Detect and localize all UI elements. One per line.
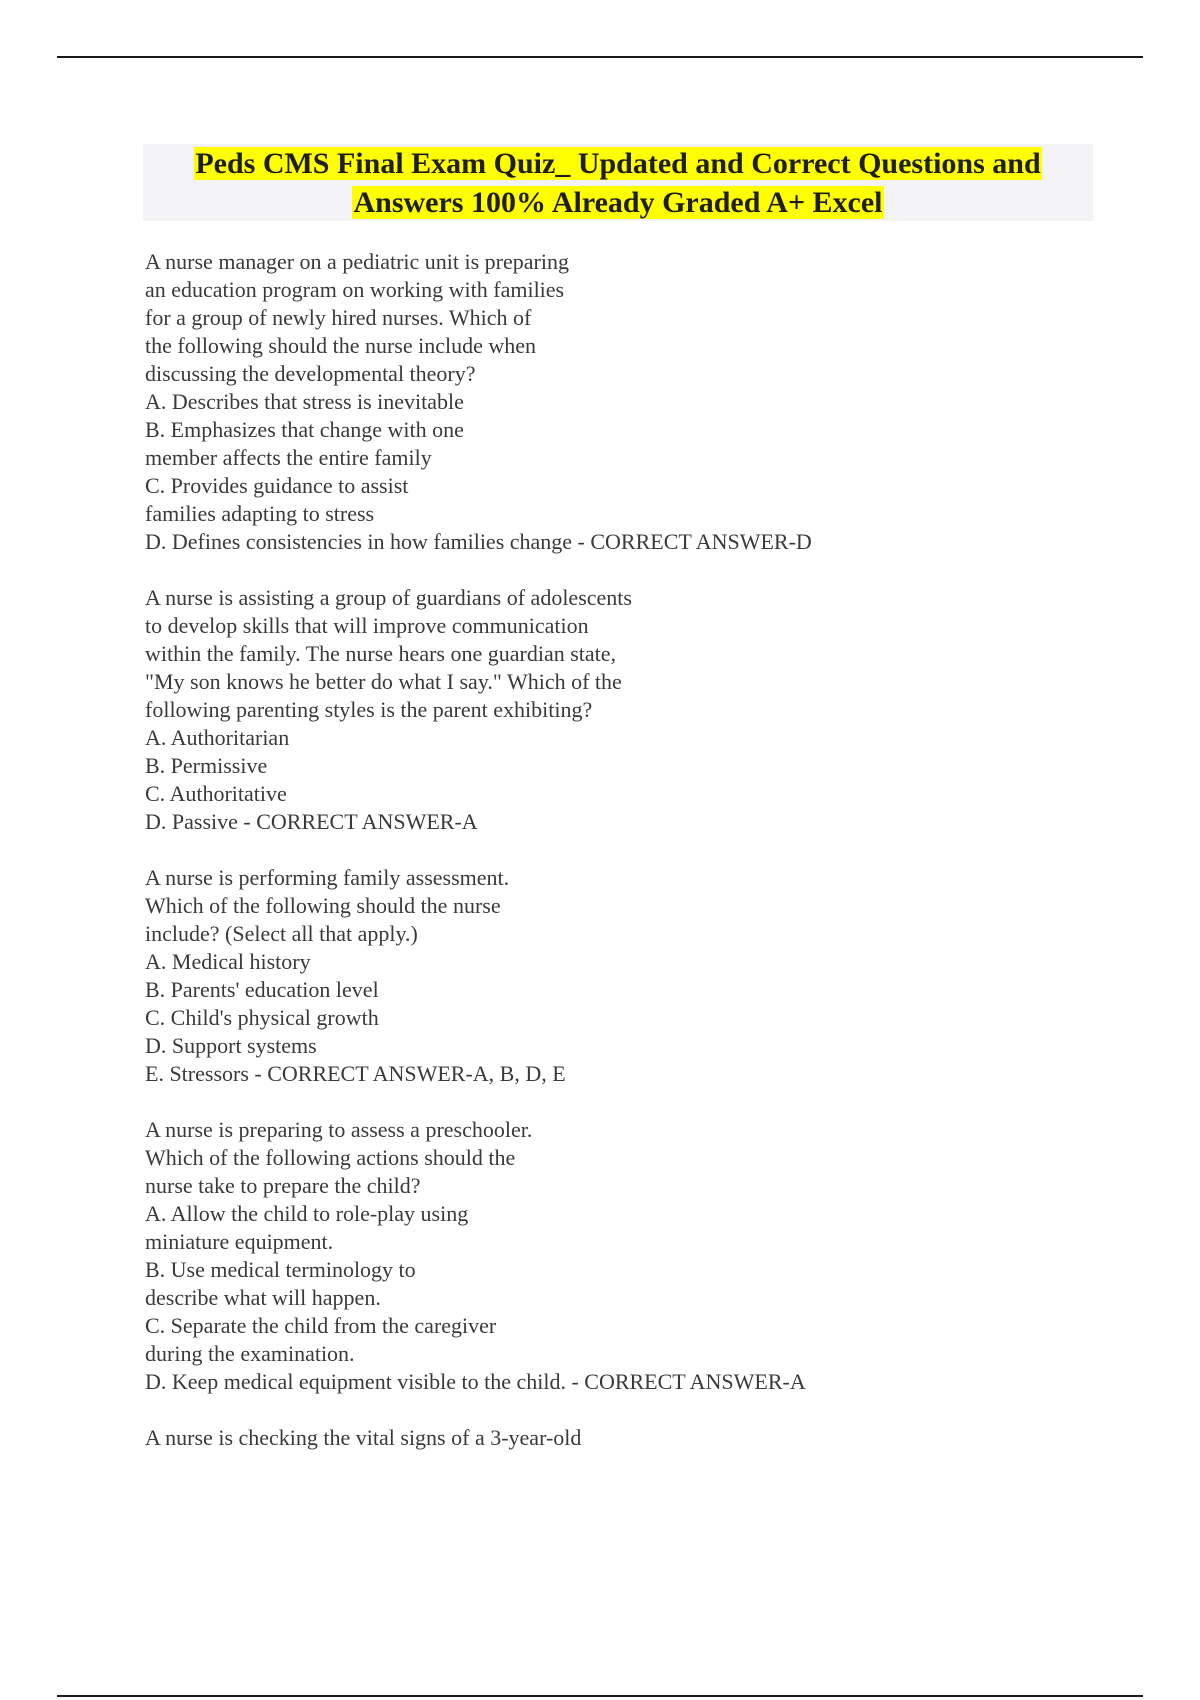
answer-option: A. Allow the child to role-play using (145, 1201, 469, 1226)
title-line-2: Answers 100% Already Graded A+ Excel (353, 186, 883, 219)
question-block-2 (145, 584, 1145, 836)
answer-option: A. Describes that stress is inevitable (145, 389, 464, 414)
answer-option-correct: D. Keep medical equipment visible to the child. - CORRECT ANSWER-A (145, 1369, 806, 1394)
answer-option: describe what will happen. (145, 1285, 381, 1310)
answer-option: B. Permissive (145, 753, 268, 778)
question-line: for a group of newly hired nurses. Which of (145, 305, 532, 330)
answer-option: A. Medical history (145, 949, 311, 974)
question-line: A nurse is assisting a group of guardians of adolescents (145, 585, 632, 610)
answer-option: C. Authoritative (145, 781, 287, 806)
question-line: Which of the following actions should the (145, 1145, 516, 1170)
question-block-3 (145, 864, 1145, 1088)
answer-option: B. Parents' education level (145, 977, 379, 1002)
answer-option: families adapting to stress (145, 501, 375, 526)
question-line: A nurse is preparing to assess a preschooler. (145, 1117, 533, 1142)
answer-option: member affects the entire family (145, 445, 432, 470)
answer-option: C. Provides guidance to assist (145, 473, 409, 498)
document-body (145, 248, 1145, 1480)
question-line: discussing the developmental theory? (145, 361, 476, 386)
answer-option-correct: E. Stressors - CORRECT ANSWER-A, B, D, E (145, 1061, 566, 1086)
question-line: nurse take to prepare the child? (145, 1173, 421, 1198)
answer-option-correct: D. Defines consistencies in how families change - CORRECT ANSWER-D (145, 529, 812, 554)
question-line: include? (Select all that apply.) (145, 921, 418, 946)
question-line: within the family. The nurse hears one guardian state, (145, 641, 617, 666)
question-line: following parenting styles is the parent exhibiting? (145, 697, 593, 722)
question-line: Which of the following should the nurse (145, 893, 501, 918)
answer-option: D. Support systems (145, 1033, 317, 1058)
question-block-5 (145, 1424, 1145, 1452)
question-line: the following should the nurse include when (145, 333, 537, 358)
answer-option: miniature equipment. (145, 1229, 334, 1254)
question-line: "My son knows he better do what I say." Which of the (145, 669, 622, 694)
answer-option: C. Child's physical growth (145, 1005, 379, 1030)
question-line: A nurse manager on a pediatric unit is preparing (145, 249, 569, 274)
answer-option: C. Separate the child from the caregiver (145, 1313, 497, 1338)
question-block-1 (145, 248, 1145, 556)
title-line-1: Peds CMS Final Exam Quiz_ Updated and Correct Questions and (195, 147, 1041, 180)
question-line: to develop skills that will improve communication (145, 613, 589, 638)
question-line: A nurse is checking the vital signs of a 3-year-old (145, 1425, 582, 1450)
question-line: A nurse is performing family assessment. (145, 865, 510, 890)
bottom-rule (57, 1695, 1143, 1697)
answer-option: B. Use medical terminology to (145, 1257, 416, 1282)
document-title (143, 144, 1093, 221)
answer-option: A. Authoritarian (145, 725, 290, 750)
top-rule (57, 56, 1143, 58)
question-line: an education program on working with families (145, 277, 565, 302)
answer-option: during the examination. (145, 1341, 355, 1366)
question-block-4 (145, 1116, 1145, 1396)
answer-option-correct: D. Passive - CORRECT ANSWER-A (145, 809, 478, 834)
answer-option: B. Emphasizes that change with one (145, 417, 464, 442)
